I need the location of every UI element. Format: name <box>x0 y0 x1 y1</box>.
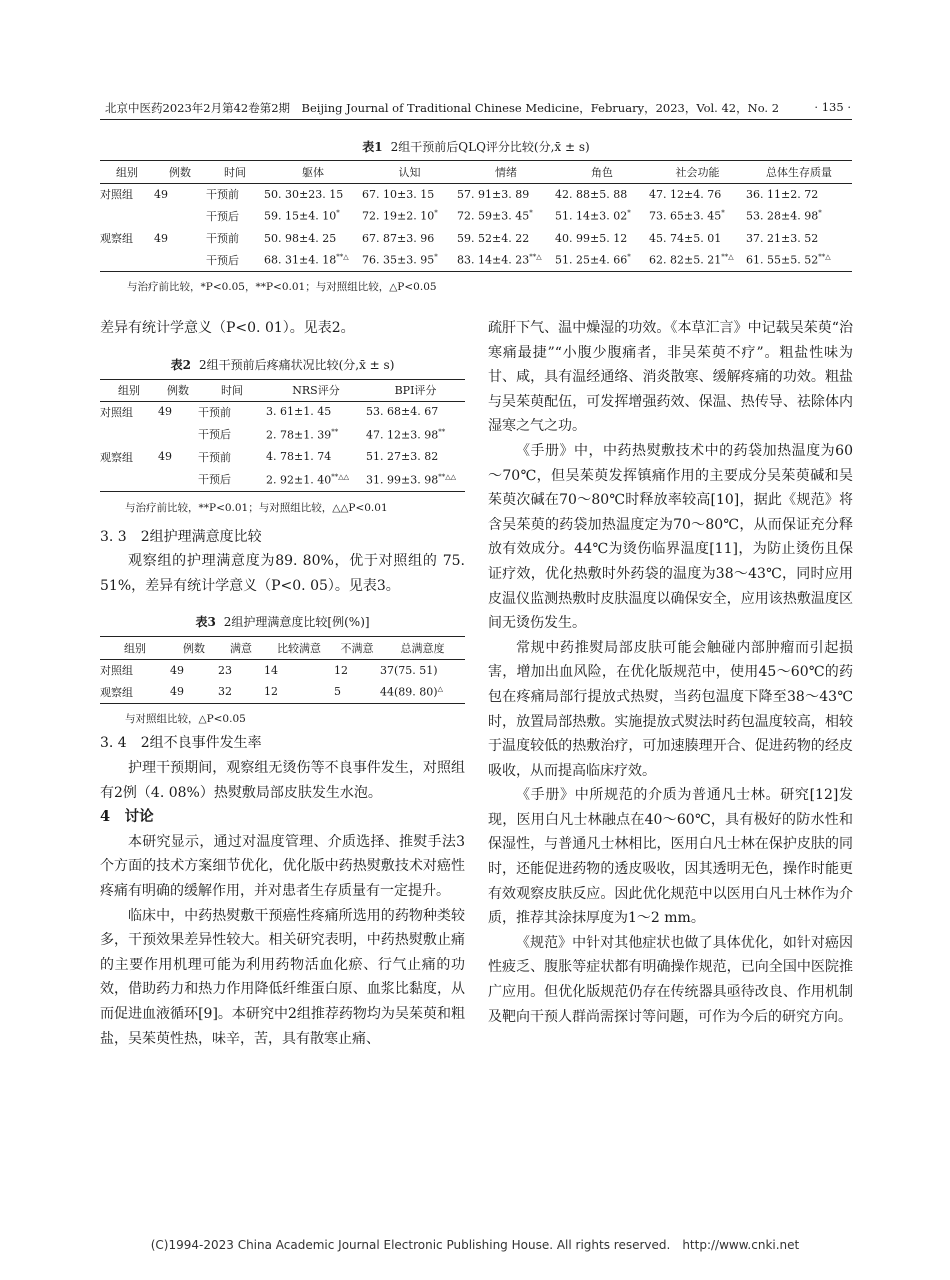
table-cell: 51. 14±3. 02* <box>555 209 631 223</box>
table1-header-cell: 社会功能 <box>675 166 720 179</box>
table2-header-cell: NRS评分 <box>292 384 340 398</box>
table-cell: 干预前 <box>206 232 239 245</box>
table2 <box>100 380 465 491</box>
table-cell: 62. 82±5. 21**△ <box>649 253 734 267</box>
table-cell: 2. 92±1. 40**△△ <box>266 472 349 487</box>
table1-header-cell: 角色 <box>591 166 613 179</box>
table1-header-row <box>100 161 852 183</box>
table3-bottom-rule <box>100 703 465 704</box>
paragraph: 常规中药推熨局部皮肤可能会触碰内部肿瘤而引起损害，增加出血风险，在优化版规范中，使用45～60℃的药包在疼痛局部行提放式热熨，当药包温度下降至38～43℃时，放置局部热敷。实施提放式熨法时药包温度较高，相较于温度较低的热敷治疗，可加速腠理开合、促进药物的经皮吸收，从而提高临床疗效。 <box>488 639 853 779</box>
table1-mid-rule <box>100 183 852 184</box>
table1-header-cell: 例数 <box>169 166 191 179</box>
table-cell: 2. 78±1. 39** <box>266 427 339 442</box>
table-cell: 49 <box>170 663 184 677</box>
section-heading-4: 4 讨论 <box>100 808 154 826</box>
table-cell <box>100 249 154 271</box>
section-heading-3-3: 3. 3 2组护理满意度比较 <box>100 528 262 545</box>
table-cell: 49 <box>158 405 172 419</box>
table3 <box>100 637 465 702</box>
table2-block <box>100 341 465 525</box>
paragraph: 《手册》中所规范的介质为普通凡士林。研究[12]发现，医用白凡士林融点在40～60℃，具有极好的防水性和保湿性，与普通凡士林相比，医用白凡士林在保护皮肤的同时，还能促进药物的透皮吸收，因其透明无色，操作时能更有效观察皮肤反应。因此优化规范中以医用白凡士林作为介质，推荐其涂抹厚度为1～2 mm。 <box>488 787 853 927</box>
table3-header-cell: 不满意 <box>340 642 374 656</box>
left-column <box>100 316 465 1051</box>
table2-header-cell: BPI评分 <box>394 384 437 398</box>
table-cell: 36. 11±2. 72 <box>746 187 819 201</box>
table-cell: 53. 68±4. 67 <box>366 405 439 419</box>
table-cell: 观察组 <box>100 685 133 699</box>
table-cell: 59. 15±4. 10* <box>264 209 340 223</box>
table3-note: 与对照组比较，△P<0.05 <box>125 713 246 726</box>
table-cell: 对照组 <box>100 664 133 678</box>
table-cell: 干预后 <box>198 473 231 487</box>
table2-header-cell: 时间 <box>221 384 243 398</box>
table2-note: 与治疗前比较，**P<0.01；与对照组比较，△△P<0.01 <box>125 501 388 514</box>
table-cell: 72. 19±2. 10* <box>362 209 438 223</box>
table-cell <box>100 205 154 227</box>
table-row <box>100 227 852 249</box>
table-cell <box>100 468 158 491</box>
table-cell: 干预后 <box>206 254 239 267</box>
table-row <box>100 249 852 271</box>
table-cell: 67. 87±3. 96 <box>362 231 435 245</box>
table1-label: 表1 <box>362 140 383 154</box>
table-row <box>100 401 465 424</box>
table-cell: 观察组 <box>100 232 133 245</box>
table1-header-cell: 总体生存质量 <box>766 166 832 179</box>
table2-mid-rule <box>100 401 465 402</box>
page-number: · 135 · <box>814 100 851 114</box>
paragraph: 《手册》中，中药热熨敷技术中的药袋加热温度为60～70℃，但吴茱萸发挥镇痛作用的主要成分吴茱萸碱和吴茱萸次碱在70～80℃时释放率较高[10]，据此《规范》将含吴茱萸的药袋加热温度定为70～80℃，从而保证充分释放有效成分。44℃为烫伤临界温度[11]，为防止烫伤且保证疗效，优化热敷时外药袋的温度为38～43℃，同时应用皮温仪监测热敷时皮肤温度以确保安全，应用该热敷温度区间无烫伤发生。 <box>488 442 853 632</box>
table1-header-cell: 情绪 <box>495 166 517 179</box>
table2-label: 表2 <box>170 357 191 372</box>
table-cell: 47. 12±3. 98** <box>366 427 446 442</box>
table1-bottom-rule <box>100 271 852 272</box>
table-cell: 40. 99±5. 12 <box>555 231 628 245</box>
table1-header-cell: 认知 <box>398 166 421 179</box>
table2-header-cell: 组别 <box>118 384 140 398</box>
paragraph: 差异有统计学意义（P<0. 01）。见表2。 <box>100 320 355 336</box>
table3-header-cell: 比较满意 <box>277 642 321 656</box>
table-cell: 49 <box>170 685 184 699</box>
table-cell: 45. 74±5. 01 <box>649 231 722 245</box>
table-cell: 51. 25±4. 66* <box>555 253 631 267</box>
table-cell: 51. 27±3. 82 <box>366 450 439 464</box>
table-cell: 23 <box>218 663 232 677</box>
paragraph: 本研究显示，通过对温度管理、介质选择、推熨手法3个方面的技术方案细节优化，优化版中药热熨敷技术对癌性疼痛有明确的缓解作用，并对患者生存质量有一定提升。 <box>100 833 465 899</box>
table-cell: 57. 91±3. 89 <box>457 187 530 201</box>
table-cell: 68. 31±4. 18**△ <box>264 253 349 267</box>
table-cell <box>154 205 206 227</box>
table-cell: 31. 99±3. 98**△△ <box>366 472 456 487</box>
table-cell: 83. 14±4. 23**△ <box>457 253 542 267</box>
paragraph: 观察组的护理满意度为89. 80%，优于对照组的 75. 51%，差异有统计学意义（P<0. 05）。见表3。 <box>100 553 465 594</box>
table2-bottom-rule <box>100 491 465 492</box>
table-cell: 12 <box>334 663 348 677</box>
table-row <box>100 183 852 205</box>
table2-header-row <box>100 380 465 401</box>
table-cell: 53. 28±4. 98* <box>746 209 822 223</box>
paragraph: 《规范》中针对其他症状也做了具体优化，如针对癌因性疲乏、腹胀等症状都有明确操作规范，已向全国中医院推广应用。但优化版规范仍存在传统器具亟待改良、作用机制及靶向干预人群尚需探讨等问题，可作为今后的研究方向。 <box>488 934 853 1025</box>
table1-header-cell: 时间 <box>224 166 246 179</box>
table1-header-cell: 组别 <box>116 166 138 179</box>
running-header <box>105 100 851 116</box>
table3-mid-rule <box>100 659 465 660</box>
table-cell: 73. 65±3. 45* <box>649 209 725 223</box>
table-cell: 对照组 <box>100 405 133 419</box>
section-heading-3-4: 3. 4 2组不良事件发生率 <box>100 735 262 752</box>
table-cell: 49 <box>154 231 168 245</box>
table-cell: 72. 59±3. 45* <box>457 209 533 223</box>
table3-header-cell: 组别 <box>124 642 146 656</box>
table3-header-cell: 总满意度 <box>400 642 445 656</box>
table-cell: 67. 10±3. 15 <box>362 187 435 201</box>
table-row <box>100 446 465 469</box>
table1-title: 2组干预前后QLQ评分比较(分,x̄ ± s) <box>390 140 590 154</box>
table2-caption <box>100 356 465 373</box>
table-cell: 61. 55±5. 52**△ <box>746 253 831 267</box>
table3-label: 表3 <box>195 615 216 630</box>
table-cell: 32 <box>218 685 232 699</box>
table3-header-cell: 例数 <box>183 642 205 656</box>
table3-caption <box>100 613 465 630</box>
table-row <box>100 423 465 446</box>
paragraph: 疏肝下气、温中燥湿的功效。《本草汇言》中记载吴茱萸“治寒痛最捷”“小腹少腹痛者，非吴茱萸不疗”。粗盐性味为甘、咸，具有温经通络、消炎散寒、缓解疼痛的功效。粗盐与吴茱萸配伍，可发挥增强药效、保温、热传导、祛除体内湿寒之气之功。 <box>488 320 853 435</box>
journal-citation: 北京中医药2023年2月第42卷第2期 Beijing Journal of Traditional Chinese Medicine，February，2023，Vol. 42，No. 2 <box>105 101 780 115</box>
table1-header-cell: 躯体 <box>302 166 324 179</box>
table3-header-row <box>100 637 465 659</box>
table-cell <box>100 423 158 446</box>
table-row <box>100 681 465 703</box>
table1-body <box>100 183 852 271</box>
table-cell: 59. 52±4. 22 <box>457 231 530 245</box>
table1-note: 与治疗前比较，*P<0.05，**P<0.01；与对照组比较，△P<0.05 <box>127 281 437 293</box>
table-cell <box>158 423 198 446</box>
table-cell: 50. 30±23. 15 <box>264 187 344 201</box>
table-row <box>100 205 852 227</box>
table-cell <box>158 468 198 491</box>
table-cell: 47. 12±4. 76 <box>649 187 722 201</box>
table-cell: 42. 88±5. 88 <box>555 187 628 201</box>
table-cell <box>154 249 206 271</box>
table-cell: 3. 61±1. 45 <box>266 405 332 419</box>
table2-title: 2组干预前后疼痛状况比较(分,x̄ ± s) <box>198 357 395 372</box>
copyright-footer: (C)1994-2023 China Academic Journal Electronic Publishing House. All rights reserved. http://www.cnki.net <box>150 1238 800 1252</box>
table-cell: 5 <box>334 685 341 699</box>
table3-title: 2组护理满意度比较[例(%)] <box>223 615 370 630</box>
table-cell: 干预前 <box>198 450 231 464</box>
table3-body <box>100 659 465 702</box>
paragraph: 护理干预期间，观察组无烫伤等不良事件发生，对照组有2例（4. 08%）热熨敷局部皮肤发生水泡。 <box>100 759 465 801</box>
table-cell: 14 <box>264 663 278 677</box>
table-cell: 44(89. 80)△ <box>380 684 443 699</box>
table-row <box>100 659 465 681</box>
table-cell: 37. 21±3. 52 <box>746 231 819 245</box>
table-cell: 12 <box>264 685 278 699</box>
table3-block <box>100 598 465 731</box>
table3-header-cell: 满意 <box>230 642 252 656</box>
table2-body <box>100 401 465 491</box>
right-column <box>488 316 853 1029</box>
table-cell: 干预前 <box>198 405 231 419</box>
table-cell: 对照组 <box>100 188 133 201</box>
table-cell: 4. 78±1. 74 <box>266 450 332 464</box>
table-cell: 50. 98±4. 25 <box>264 231 337 245</box>
table1-caption <box>100 138 852 155</box>
header-rule <box>100 119 852 120</box>
table-cell: 49 <box>154 187 168 201</box>
table-row <box>100 468 465 491</box>
paragraph: 临床中，中药热熨敷干预癌性疼痛所选用的药物种类较多，干预效果差异性较大。相关研究表明，中药热熨敷止痛的主要作用机理可能为利用药物活血化瘀、行气止痛的功效，借助药力和热力作用降低纤维蛋白原、血浆比黏度，从而促进血液循环[9]。本研究中2组推荐药物均为吴茱萸和粗盐，吴茱萸性热，味辛，苦，具有散寒止痛、 <box>100 907 465 1047</box>
table-cell: 观察组 <box>100 450 133 464</box>
table-cell: 76. 35±3. 95* <box>362 253 438 267</box>
table-cell: 干预后 <box>198 428 231 442</box>
table1 <box>100 161 852 271</box>
table-cell: 干预前 <box>206 188 239 201</box>
table2-header-cell: 例数 <box>167 384 189 398</box>
table-cell: 37(75. 51) <box>380 663 438 677</box>
table-cell: 干预后 <box>206 210 239 223</box>
table-cell: 49 <box>158 450 172 464</box>
